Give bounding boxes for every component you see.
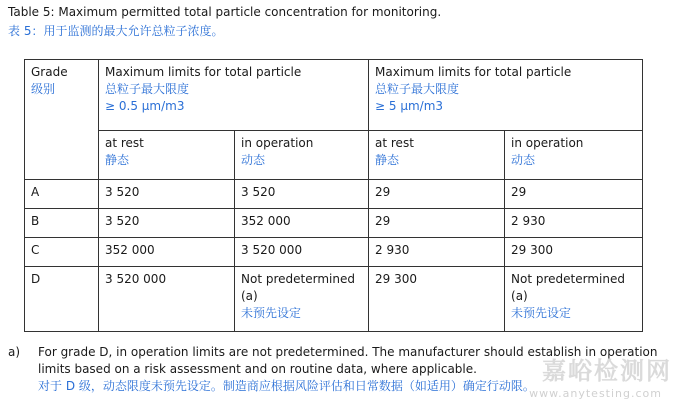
not-predetermined-en: Not predetermined bbox=[511, 272, 625, 286]
footnote-ref: (a) bbox=[241, 289, 258, 303]
value-cell: 352 000 bbox=[99, 238, 235, 267]
particle-limits-table bbox=[24, 59, 643, 332]
group-header-cn: 总粒子最大限度 bbox=[375, 82, 460, 96]
not-predetermined-cn: 未预先设定 bbox=[511, 306, 572, 320]
footnote-ref: (a) bbox=[511, 289, 528, 303]
value-cell bbox=[235, 267, 369, 332]
table-row bbox=[25, 267, 643, 332]
value-cell: 29 300 bbox=[369, 267, 505, 332]
value-cell bbox=[505, 267, 643, 332]
group-header-en: Maximum limits for total particle bbox=[375, 65, 572, 79]
not-predetermined-en: Not predetermined bbox=[241, 272, 355, 286]
value-cell: 3 520 000 bbox=[235, 238, 369, 267]
group-header-en: Maximum limits for total particle bbox=[105, 65, 302, 79]
table-row bbox=[25, 180, 643, 209]
value-cell: 3 520 bbox=[99, 209, 235, 238]
group-header-5um bbox=[369, 60, 643, 131]
grade-cell: C bbox=[25, 238, 99, 267]
value-cell: 3 520 bbox=[235, 180, 369, 209]
caption-chinese: 表 5：用于监测的最大允许总粒子浓度。 bbox=[8, 24, 224, 38]
sub-header-at-rest bbox=[99, 131, 235, 180]
table-row bbox=[25, 209, 643, 238]
footnote-cn: 对于 D 级，动态限度未预先设定。制造商应根据风险评估和日常数据（如适用）确定行动限。 bbox=[38, 379, 535, 393]
caption-english: Table 5: Maximum permitted total particle concentration for monitoring. bbox=[8, 5, 442, 19]
sub-header-cn: 动态 bbox=[511, 153, 536, 167]
sub-header-en: in operation bbox=[511, 136, 584, 150]
group-header-0-5um bbox=[99, 60, 369, 131]
sub-header-en: at rest bbox=[105, 136, 144, 150]
sub-header-cn: 静态 bbox=[105, 153, 130, 167]
footnote-mark: a) bbox=[8, 345, 21, 359]
value-cell: 29 300 bbox=[505, 238, 643, 267]
grade-cell: A bbox=[25, 180, 99, 209]
sub-header-in-operation bbox=[505, 131, 643, 180]
grade-cell: D bbox=[25, 267, 99, 332]
sub-header-cn: 动态 bbox=[241, 153, 266, 167]
sub-header-en: at rest bbox=[375, 136, 414, 150]
sub-header-cn: 静态 bbox=[375, 153, 400, 167]
footnote-en: For grade D, in operation limits are not predetermined. The manufacturer should establish in operation limits based on a risk assessment and on routine data, where applicable. bbox=[38, 345, 658, 376]
table-row bbox=[25, 238, 643, 267]
value-cell: 352 000 bbox=[235, 209, 369, 238]
group-header-cn: 总粒子最大限度 bbox=[105, 82, 190, 96]
watermark-text: 嘉峪检测网 bbox=[542, 357, 672, 385]
grade-cell: B bbox=[25, 209, 99, 238]
grade-header-cn: 级别 bbox=[31, 82, 56, 96]
value-cell: 29 bbox=[505, 180, 643, 209]
sub-header-en: in operation bbox=[241, 136, 314, 150]
grade-header bbox=[25, 60, 99, 180]
watermark-url: www.anytesting.com bbox=[529, 387, 662, 400]
sub-header-at-rest bbox=[369, 131, 505, 180]
value-cell: 29 bbox=[369, 180, 505, 209]
group-header-size: ≥ 5 µm/m3 bbox=[375, 99, 444, 113]
grade-header-en: Grade bbox=[31, 65, 68, 79]
value-cell: 3 520 000 bbox=[99, 267, 235, 332]
not-predetermined-cn: 未预先设定 bbox=[241, 306, 302, 320]
value-cell: 29 bbox=[369, 209, 505, 238]
sub-header-in-operation bbox=[235, 131, 369, 180]
group-header-size: ≥ 0.5 µm/m3 bbox=[105, 99, 185, 113]
value-cell: 2 930 bbox=[369, 238, 505, 267]
value-cell: 3 520 bbox=[99, 180, 235, 209]
value-cell: 2 930 bbox=[505, 209, 643, 238]
